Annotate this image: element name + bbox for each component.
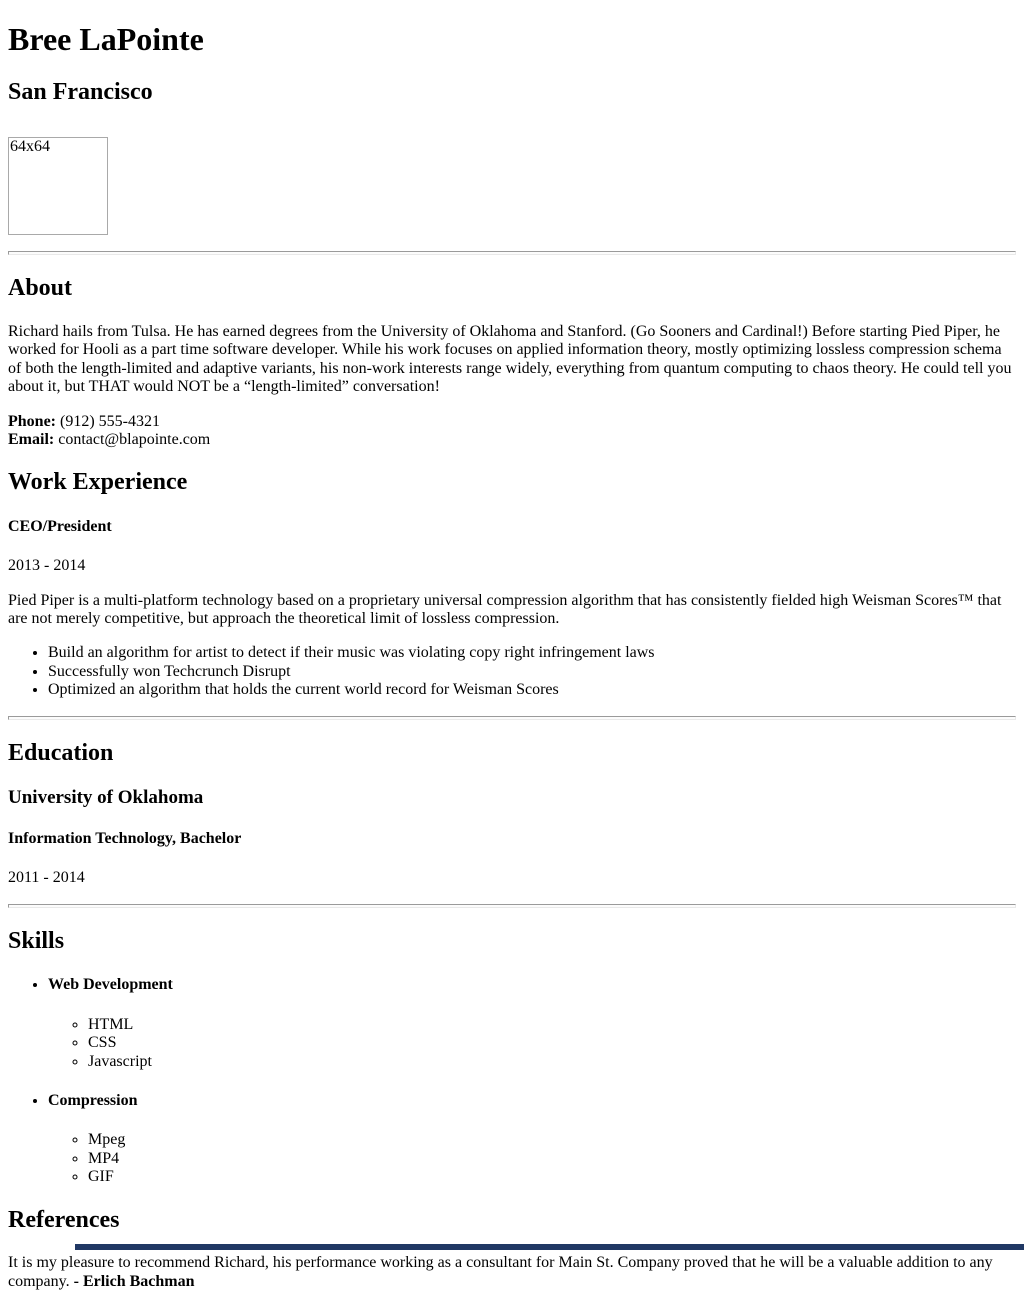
email-value: contact@blapointe.com (58, 431, 210, 448)
job-summary: Pied Piper is a multi-platform technology based on a proprietary universal compression algorithm that has consistently fielded high Weisman Scores™ that are not merely competitive, but approach the theoretical limit of lossless compression. (8, 592, 1016, 629)
location-subtitle: San Francisco (8, 79, 1016, 107)
job-bullet: • Successfully won Techcrunch Disrupt (48, 663, 1016, 681)
section-divider (8, 716, 1016, 720)
section-divider (8, 904, 1016, 908)
resume-page (8, 21, 1016, 1291)
section-divider (8, 251, 1016, 255)
email-label: Email: (8, 431, 54, 448)
job-dates: 2013 - 2014 (8, 557, 1016, 575)
skill-group (48, 1092, 1016, 1187)
page-title: Bree LaPointe (8, 21, 1016, 58)
job-bullet-list (8, 644, 1016, 699)
about-paragraph: Richard hails from Tulsa. He has earned degrees from the University of Oklahoma and Stanford. (Go Sooners and Cardinal!) Before starting Pied Piper, he worked for Hooli as a part time software developer. While his work focuses on applied information theory, mostly optimizing lossless compression schema of both the length-limited and adaptive variants, his non-work interests range widely, everything from quantum computing to chaos theory. He could tell you about it, but THAT would NOT be a “length-limited” conversation! (8, 323, 1016, 397)
job-bullet: • Build an algorithm for artist to detect if their music was violating copy right infringement laws (48, 644, 1016, 662)
skill-group-label: • Compression (48, 1092, 1016, 1110)
job-bullet: • Optimized an algorithm that holds the current world record for Weisman Scores (48, 681, 1016, 699)
avatar-paragraph (8, 137, 1016, 235)
profile-image-placeholder (8, 137, 108, 235)
skill-items-list (48, 1016, 1016, 1071)
phone-value: (912) 555-4321 (60, 413, 160, 430)
reference-paragraph (8, 1254, 1016, 1291)
work-experience-heading: Work Experience (8, 469, 1016, 497)
reference-attribution: - Erlich Bachman (74, 1273, 195, 1290)
skill-group-label: • Web Development (48, 976, 1016, 994)
image-alt-text: 64x64 (9, 138, 107, 156)
references-heading: References (8, 1207, 1016, 1235)
skill-item: ◦ HTML (88, 1016, 1016, 1034)
contact-block (8, 413, 1016, 450)
skill-item: ◦ GIF (88, 1168, 1016, 1186)
skill-item: ◦ MP4 (88, 1150, 1016, 1168)
skill-item: ◦ Mpeg (88, 1131, 1016, 1149)
school-name: University of Oklahoma (8, 787, 1016, 809)
about-heading: About (8, 275, 1016, 303)
education-dates: 2011 - 2014 (8, 869, 1016, 887)
skills-list (8, 976, 1016, 1186)
reference-text: It is my pleasure to recommend Richard, his performance working as a consultant for Main St. Company proved that he will be a valuable addition to any company. (8, 1254, 993, 1289)
skill-group (48, 976, 1016, 1071)
job-title: CEO/President (8, 518, 1016, 536)
education-heading: Education (8, 740, 1016, 768)
skill-item: ◦ Javascript (88, 1053, 1016, 1071)
footer-bar (75, 1244, 1024, 1250)
skill-items-list (48, 1131, 1016, 1186)
skill-item: ◦ CSS (88, 1034, 1016, 1052)
phone-label: Phone: (8, 413, 56, 430)
skills-heading: Skills (8, 928, 1016, 956)
degree: Information Technology, Bachelor (8, 830, 1016, 848)
